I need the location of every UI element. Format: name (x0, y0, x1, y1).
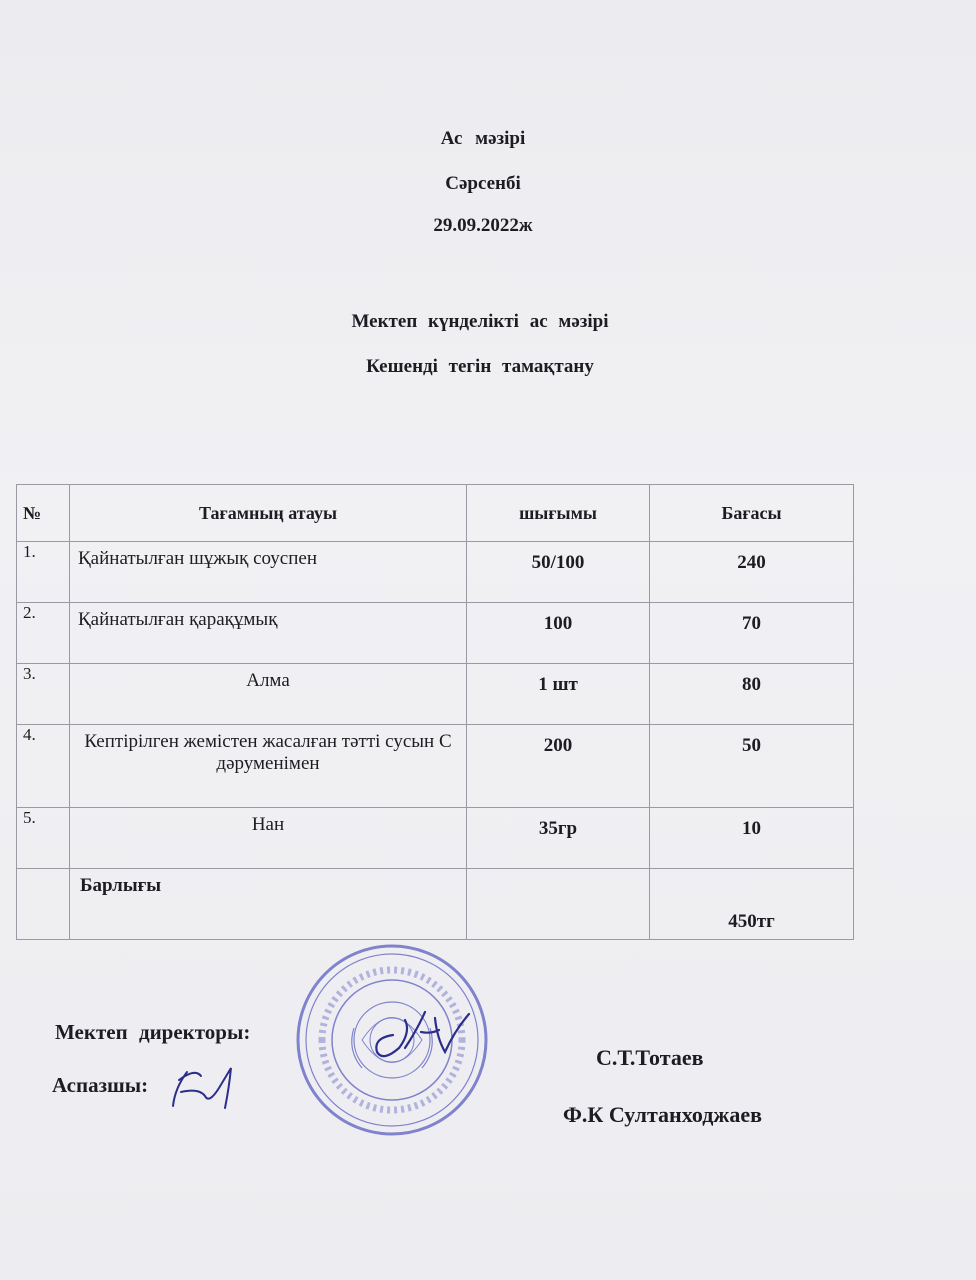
document-title: Ас мәзірі (440, 128, 526, 149)
header-yield: шығымы (467, 485, 650, 542)
dish-yield: 200 (467, 725, 650, 808)
cook-label: Аспазшы: (52, 1073, 149, 1097)
row-number: 1. (17, 542, 70, 603)
weekday: Сәрсенбі (445, 173, 521, 194)
total-empty-cell (17, 869, 70, 940)
dish-name: Кептірілген жемістен жасалған тәтті сусын С дәруменімен (70, 725, 467, 808)
dish-name: Нан (70, 808, 467, 869)
director-signature (365, 990, 475, 1080)
dish-name: Қайнатылған шұжық соуспен (70, 542, 467, 603)
dish-yield: 100 (467, 603, 650, 664)
dish-price: 80 (650, 664, 854, 725)
dish-price: 10 (650, 808, 854, 869)
total-value: 450тг (650, 869, 854, 940)
total-label: Барлығы (70, 869, 467, 940)
dish-name: Алма (70, 664, 467, 725)
table-row (17, 603, 854, 664)
subtitle: Мектеп күнделікті ас мәзірі (351, 311, 609, 332)
total-row (17, 869, 854, 940)
date: 29.09.2022ж (433, 215, 533, 236)
director-name: С.Т.Тотаев (596, 1045, 704, 1070)
menu-table (16, 484, 854, 940)
cook-signature (165, 1058, 245, 1118)
dish-yield: 1 шт (467, 664, 650, 725)
row-number: 2. (17, 603, 70, 664)
dish-name: Қайнатылған қарақұмық (70, 603, 467, 664)
subtitle-2: Кешенді тегін тамақтану (366, 356, 594, 377)
table-header-row (17, 485, 854, 542)
table-row (17, 725, 854, 808)
table-row (17, 542, 854, 603)
total-empty-cell (467, 869, 650, 940)
row-number: 5. (17, 808, 70, 869)
dish-price: 240 (650, 542, 854, 603)
table-row (17, 664, 854, 725)
dish-yield: 35гр (467, 808, 650, 869)
dish-price: 50 (650, 725, 854, 808)
row-number: 3. (17, 664, 70, 725)
dish-yield: 50/100 (467, 542, 650, 603)
dish-price: 70 (650, 603, 854, 664)
header-number: № (17, 485, 70, 542)
header-price: Бағасы (650, 485, 854, 542)
row-number: 4. (17, 725, 70, 808)
director-label: Мектеп директоры: (55, 1020, 251, 1044)
header-dish-name: Тағамның атауы (70, 485, 467, 542)
table-row (17, 808, 854, 869)
cook-name: Ф.К Султанходжаев (563, 1102, 762, 1127)
